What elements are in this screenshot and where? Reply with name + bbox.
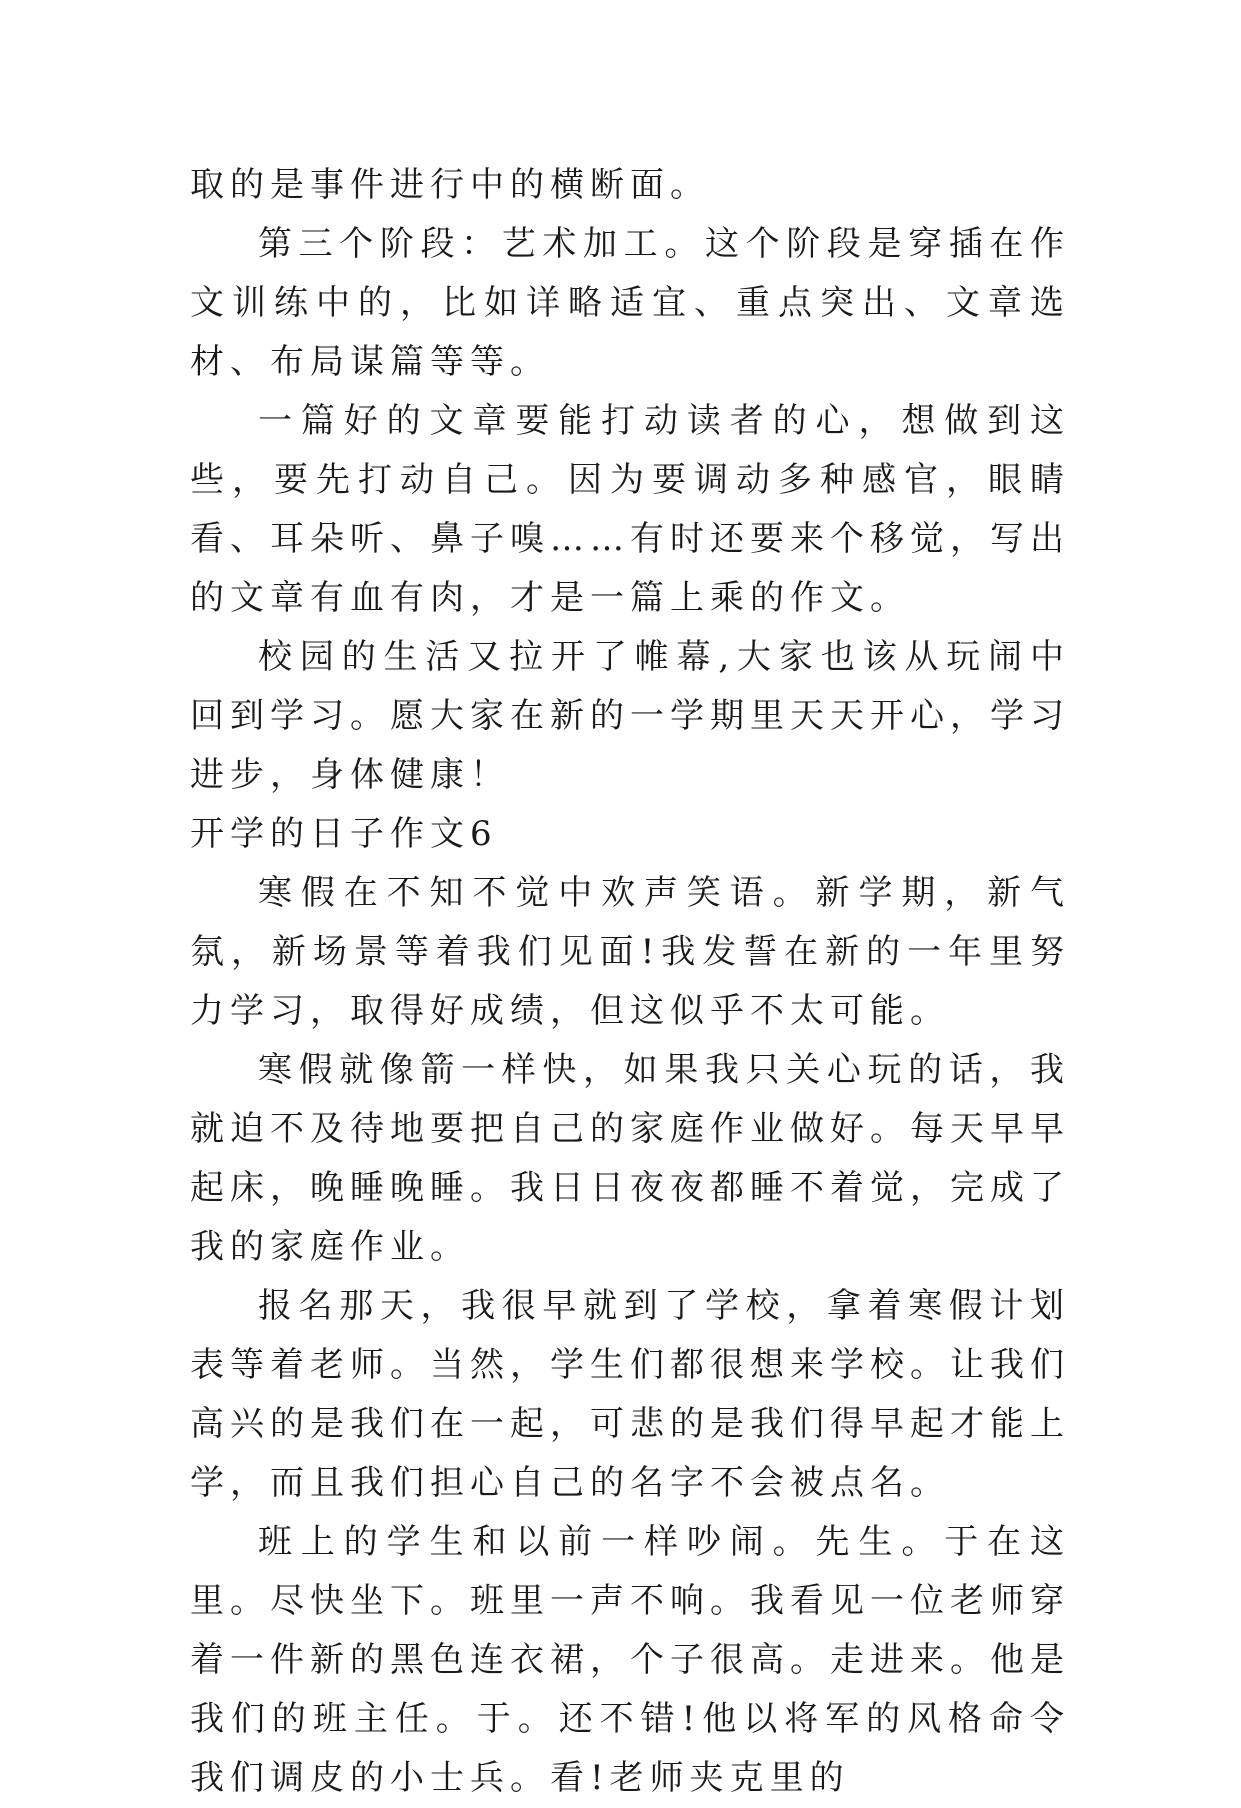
paragraph-class-teacher: 班上的学生和以前一样吵闹。先生。于在这里。尽快坐下。班里一声不响。我看见一位老师穿着一件新的黑色连衣裙，个子很高。走进来。他是我们的班主任。于。还不错!他以将军的风格命令我们调皮的小士兵。看!老师夹克里的 [190,1522,1070,1798]
paragraph-campus-life: 校园的生活又拉开了帷幕,大家也该从玩闹中回到学习。愿大家在新的一学期里天天开心，学习进步，身体健康！ [190,637,1070,795]
paragraph-registration-day: 报名那天，我很早就到了学校，拿着寒假计划表等着老师。当然，学生们都很想来学校。让我们高兴的是我们在一起，可悲的是我们得早起才能上学，而且我们担心自己的名字不会被点名。 [190,1286,1070,1503]
paragraph-winter-break: 寒假在不知不觉中欢声笑语。新学期，新气氛，新场景等着我们见面!我发誓在新的一年里努力学习，取得好成绩，但这似乎不太可能。 [190,873,1070,1031]
paragraph-homework: 寒假就像箭一样快，如果我只关心玩的话，我就迫不及待地要把自己的家庭作业做好。每天早早起床，晚睡晚睡。我日日夜夜都睡不着觉，完成了我的家庭作业。 [190,1050,1070,1267]
section-title: 开学的日子作文6 [190,814,498,854]
paragraph-art-processing: 第三个阶段：艺术加工。这个阶段是穿插在作文训练中的，比如详略适宜、重点突出、文章选材、布局谋篇等等。 [190,224,1070,382]
document-body [190,156,1070,1808]
paragraph-good-article: 一篇好的文章要能打动读者的心，想做到这些，要先打动自己。因为要调动多种感官，眼睛看、耳朵听、鼻子嗅……有时还要来个移觉，写出的文章有血有肉，才是一篇上乘的作文。 [190,401,1070,618]
paragraph-continuation: 取的是事件进行中的横断面。 [190,165,710,205]
